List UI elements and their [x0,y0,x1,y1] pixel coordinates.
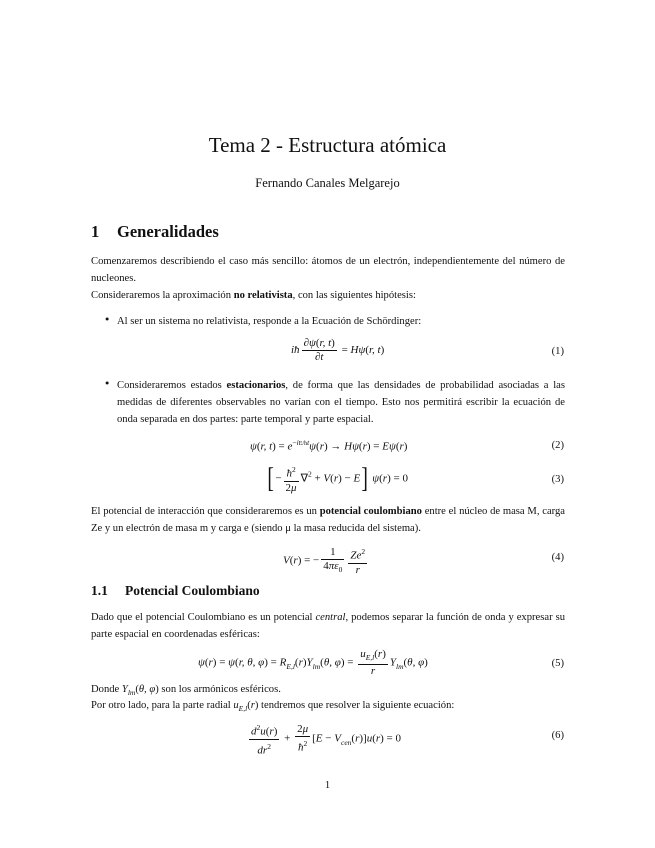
equation-4: V(r) = − $\frac{1}{4\pi\varepsilon_0}$ $\frac{Ze^2}{r}$ [283,545,366,576]
section-number: 1.1 [91,583,108,598]
section-title: Generalidades [117,222,219,241]
equation-3: [− $\frac{ħ^2}{2\mu}$ ∇$^2$ + V(r) − E] ψ(r) = 0 [267,462,408,494]
equation-number: (2) [551,440,564,451]
equation-5: ψ(r) = ψ(r, θ, $\varphi) = R_{E,l}(r)Y_{lm}(\theta$, φ) = $\frac{u_{E,l}(r)}{r}$ $Y_{lm}(\theta$, φ) [198,648,428,678]
equation-6: $\frac{d^2u(r)}{dr^2}$ + $\frac{2\mu}{ħ^2}$ $[E - V_{cen}(r)]u(r) = 0$ [251,723,402,757]
intro-paragraph-1: Comenzaremos describiendo el caso más sencillo: átomos de un electrón, independientemente del número de nucleones. [91,256,565,284]
document-title: Tema 2 - Estructura atómica [208,133,447,157]
bullet-item-2: Consideraremos estados estacionarios, de forma que las densidades de probabilidad asociadas a las medidas de diferentes observables no varían con el tiempo. Esto nos permitirá escribir la ecuación de onda separada en dos partes: parte temporal y parte espacial. [117,380,566,425]
equation-1: iħ $\frac{\partial\psi(r, t)}{\partial t}$ = Hψ(r, t) [291,337,385,363]
potential-paragraph: El potencial de interacción que consideraremos es un potencial coulombiano entre el núcleo de masa M, carga Ze y un electrón de masa m y carga e (siendo μ la masa reducida del sistema). [91,506,565,534]
equation-number: (5) [551,658,564,669]
section-title: Potencial Coulombiano [125,583,260,598]
coulomb-paragraph: Dado que el potencial Coulombiano es un potencial central, podemos separar la función de onda y expresar su parte espacial en coordenadas esféricas: [91,612,565,640]
equation-number: (6) [551,730,564,741]
section-1-heading [91,222,219,242]
bullet-marker: • [104,314,111,326]
document-author: Fernando Canales Melgarejo [255,176,400,190]
equation-number: (3) [551,474,564,485]
section-1-1-heading [91,583,260,599]
donde-paragraph: Donde $Y_{lm}(\theta$, φ) son los armónicos esféricos. [91,684,281,698]
bullet-item-1: Al ser un sistema no relativista, responde a la Ecuación de Schördinger: [117,316,422,327]
equation-number: (4) [551,552,564,563]
equation-2: ψ(r, $t) = e^{-iE/ħt}\psi(r) \to H\psi(r) = E\psi(r)$ [250,438,408,453]
section-number: 1 [91,222,100,241]
intro-paragraph-2: Consideraremos la aproximación no relativista, con las siguientes hipótesis: [91,290,416,301]
bullet-marker: • [104,378,111,390]
page-number: 1 [324,780,331,791]
radial-paragraph: Por otro lado, para la parte radial $u_{E,l}(r)$ tendremos que resolver la siguiente ecuación: [91,700,455,714]
equation-number: (1) [551,346,564,357]
